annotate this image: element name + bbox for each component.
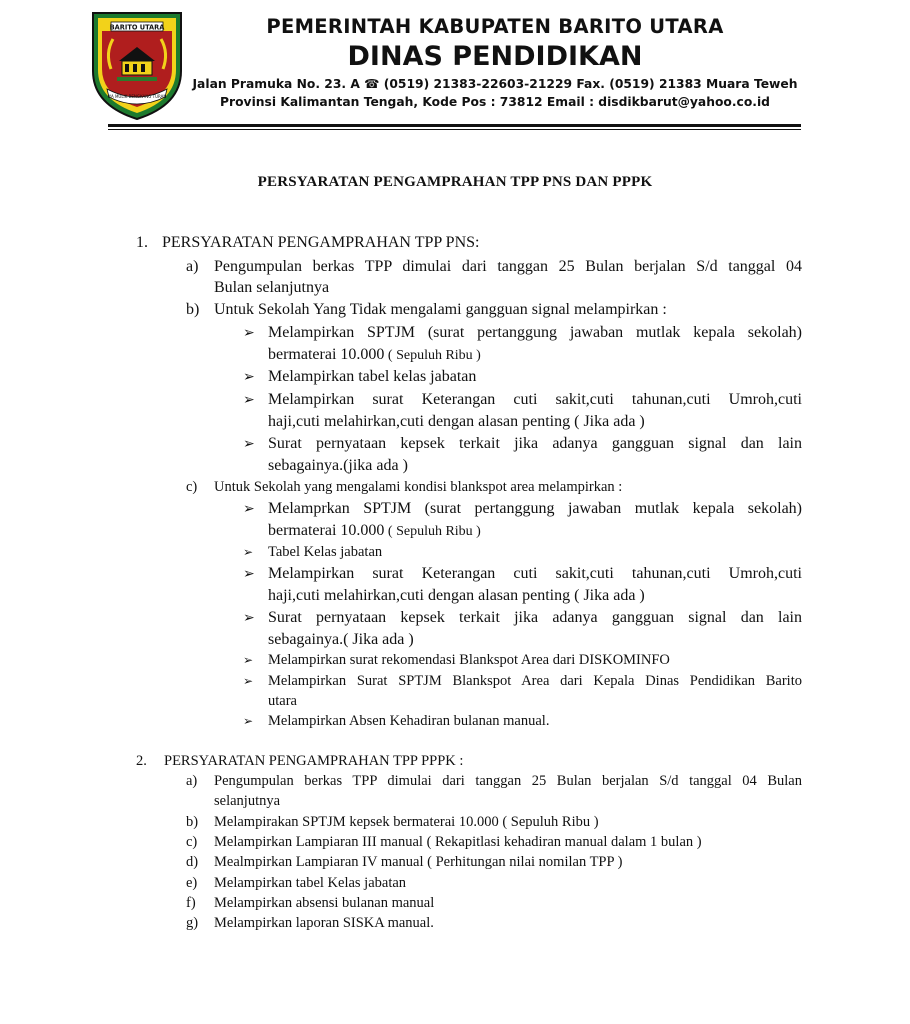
list-item-cont: bermaterai 10.000 ( Sepuluh Ribu ) bbox=[268, 346, 481, 363]
arrow-bullet-icon: ➢ bbox=[243, 610, 255, 626]
list-item: Tabel Kelas jabatan bbox=[268, 544, 383, 560]
arrow-bullet-icon: ➢ bbox=[243, 545, 254, 559]
section1-heading: PERSYARATAN PENGAMPRAHAN TPP PNS: bbox=[162, 234, 480, 251]
list-item: Melampirkan laporan SISKA manual. bbox=[214, 915, 434, 931]
section1-c-text: Untuk Sekolah yang mengalami kondisi blankspot area melampirkan : bbox=[214, 479, 623, 495]
section1-a-marker: a) bbox=[186, 258, 199, 275]
list-item: Melampirkan surat Keterangan cuti sakit,cuti tahunan,cuti Umroh,cuti bbox=[268, 391, 802, 408]
regency-emblem-logo bbox=[89, 9, 185, 121]
list-item: Melampirkan Absen Kehadiran bulanan manual. bbox=[268, 713, 550, 729]
list-item: Melampirkan absensi bulanan manual bbox=[214, 895, 435, 911]
arrow-bullet-icon: ➢ bbox=[243, 714, 254, 728]
section2-c-marker: c) bbox=[186, 834, 198, 850]
list-item: Melampirkan surat Keterangan cuti sakit,cuti tahunan,cuti Umroh,cuti bbox=[268, 565, 802, 582]
list-item: Melampirkan tabel kelas jabatan bbox=[268, 368, 477, 385]
section1-number: 1. bbox=[136, 234, 148, 251]
logo-motto: IYA MULIK BENGKANG TURAN bbox=[107, 94, 167, 99]
list-item: Surat pernyataan kepsek terkait jika adanya gangguan signal dan lain bbox=[268, 435, 802, 452]
agency-name: DINAS PENDIDIKAN bbox=[347, 41, 643, 72]
address-line: Jalan Pramuka No. 23. A ☎ (0519) 21383-22603-21229 Fax. (0519) 21383 Muara Teweh bbox=[192, 77, 798, 91]
list-item: Melampirkan SPTJM (surat pertanggung jawaban mutlak kepala sekolah) bbox=[268, 324, 802, 341]
section2-d-marker: d) bbox=[186, 854, 199, 870]
list-item-cont: haji,cuti melahirkan,cuti dengan alasan penting ( Jika ada ) bbox=[268, 587, 645, 604]
section2-heading: PERSYARATAN PENGAMPRAHAN TPP PPPK : bbox=[164, 753, 464, 769]
section1-b-text: Untuk Sekolah Yang Tidak mengalami gangguan signal melampirkan : bbox=[214, 301, 667, 318]
list-item: Surat pernyataan kepsek terkait jika adanya gangguan signal dan lain bbox=[268, 609, 802, 626]
section2-e-marker: e) bbox=[186, 875, 198, 891]
arrow-bullet-icon: ➢ bbox=[243, 392, 255, 408]
list-item: Melampirkan Surat SPTJM Blankspot Area dari Kepala Dinas Pendidikan Barito bbox=[268, 673, 802, 689]
list-item-cont: utara bbox=[268, 693, 297, 709]
list-item-cont: sebagainya.( Jika ada ) bbox=[268, 631, 414, 648]
list-item-cont: sebagainya.(jika ada ) bbox=[268, 457, 408, 474]
arrow-bullet-icon: ➢ bbox=[243, 653, 254, 667]
section1-a-line2: Bulan selanjutnya bbox=[214, 279, 330, 296]
province-line: Provinsi Kalimantan Tengah, Kode Pos : 73812 Email : disdikbarut@yahoo.co.id bbox=[220, 95, 770, 109]
section2-a-line2: selanjutnya bbox=[214, 793, 281, 809]
list-item-cont: haji,cuti melahirkan,cuti dengan alasan penting ( Jika ada ) bbox=[268, 413, 645, 430]
list-item: Melamprkan SPTJM (surat pertanggung jawaban mutlak kepala sekolah) bbox=[268, 500, 802, 517]
section2-number: 2. bbox=[136, 753, 147, 769]
government-name: PEMERINTAH KABUPATEN BARITO UTARA bbox=[266, 15, 724, 38]
letterhead-divider-thick bbox=[108, 124, 801, 127]
list-item: Melampirakan SPTJM kepsek bermaterai 10.000 ( Sepuluh Ribu ) bbox=[214, 814, 599, 830]
section1-a-line1: Pengumpulan berkas TPP dimulai dari tanggan 25 Bulan berjalan S/d tanggal 04 bbox=[214, 258, 802, 275]
list-item-cont: bermaterai 10.000 ( Sepuluh Ribu ) bbox=[268, 522, 481, 539]
letterhead bbox=[190, 14, 800, 111]
arrow-bullet-icon: ➢ bbox=[243, 674, 254, 688]
arrow-bullet-icon: ➢ bbox=[243, 566, 255, 582]
logo-text: BARITO UTARA bbox=[109, 23, 165, 32]
section2-a-line1: Pengumpulan berkas TPP dimulai dari tanggan 25 Bulan berjalan S/d tanggal 04 Bulan bbox=[214, 773, 802, 789]
list-item: Melampirkan tabel Kelas jabatan bbox=[214, 875, 407, 891]
list-item: Mealmpirkan Lampiaran IV manual ( Perhitungan nilai nomilan TPP ) bbox=[214, 854, 623, 870]
arrow-bullet-icon: ➢ bbox=[243, 501, 255, 517]
section2-a-marker: a) bbox=[186, 773, 198, 789]
section2-f-marker: f) bbox=[186, 895, 196, 911]
list-item: Melampirkan Lampiaran III manual ( Rekapitlasi kehadiran manual dalam 1 bulan ) bbox=[214, 834, 702, 850]
list-item: Melampirkan surat rekomendasi Blankspot Area dari DISKOMINFO bbox=[268, 652, 670, 668]
arrow-bullet-icon: ➢ bbox=[243, 369, 255, 385]
letterhead-divider-thin bbox=[108, 129, 801, 130]
arrow-bullet-icon: ➢ bbox=[243, 325, 255, 341]
arrow-bullet-icon: ➢ bbox=[243, 436, 255, 452]
section2-g-marker: g) bbox=[186, 915, 199, 931]
section1-c-marker: c) bbox=[186, 479, 198, 495]
document-title: PERSYARATAN PENGAMPRAHAN TPP PNS DAN PPPK bbox=[257, 174, 653, 190]
section1-b-marker: b) bbox=[186, 301, 200, 318]
section2-b-marker: b) bbox=[186, 814, 199, 830]
